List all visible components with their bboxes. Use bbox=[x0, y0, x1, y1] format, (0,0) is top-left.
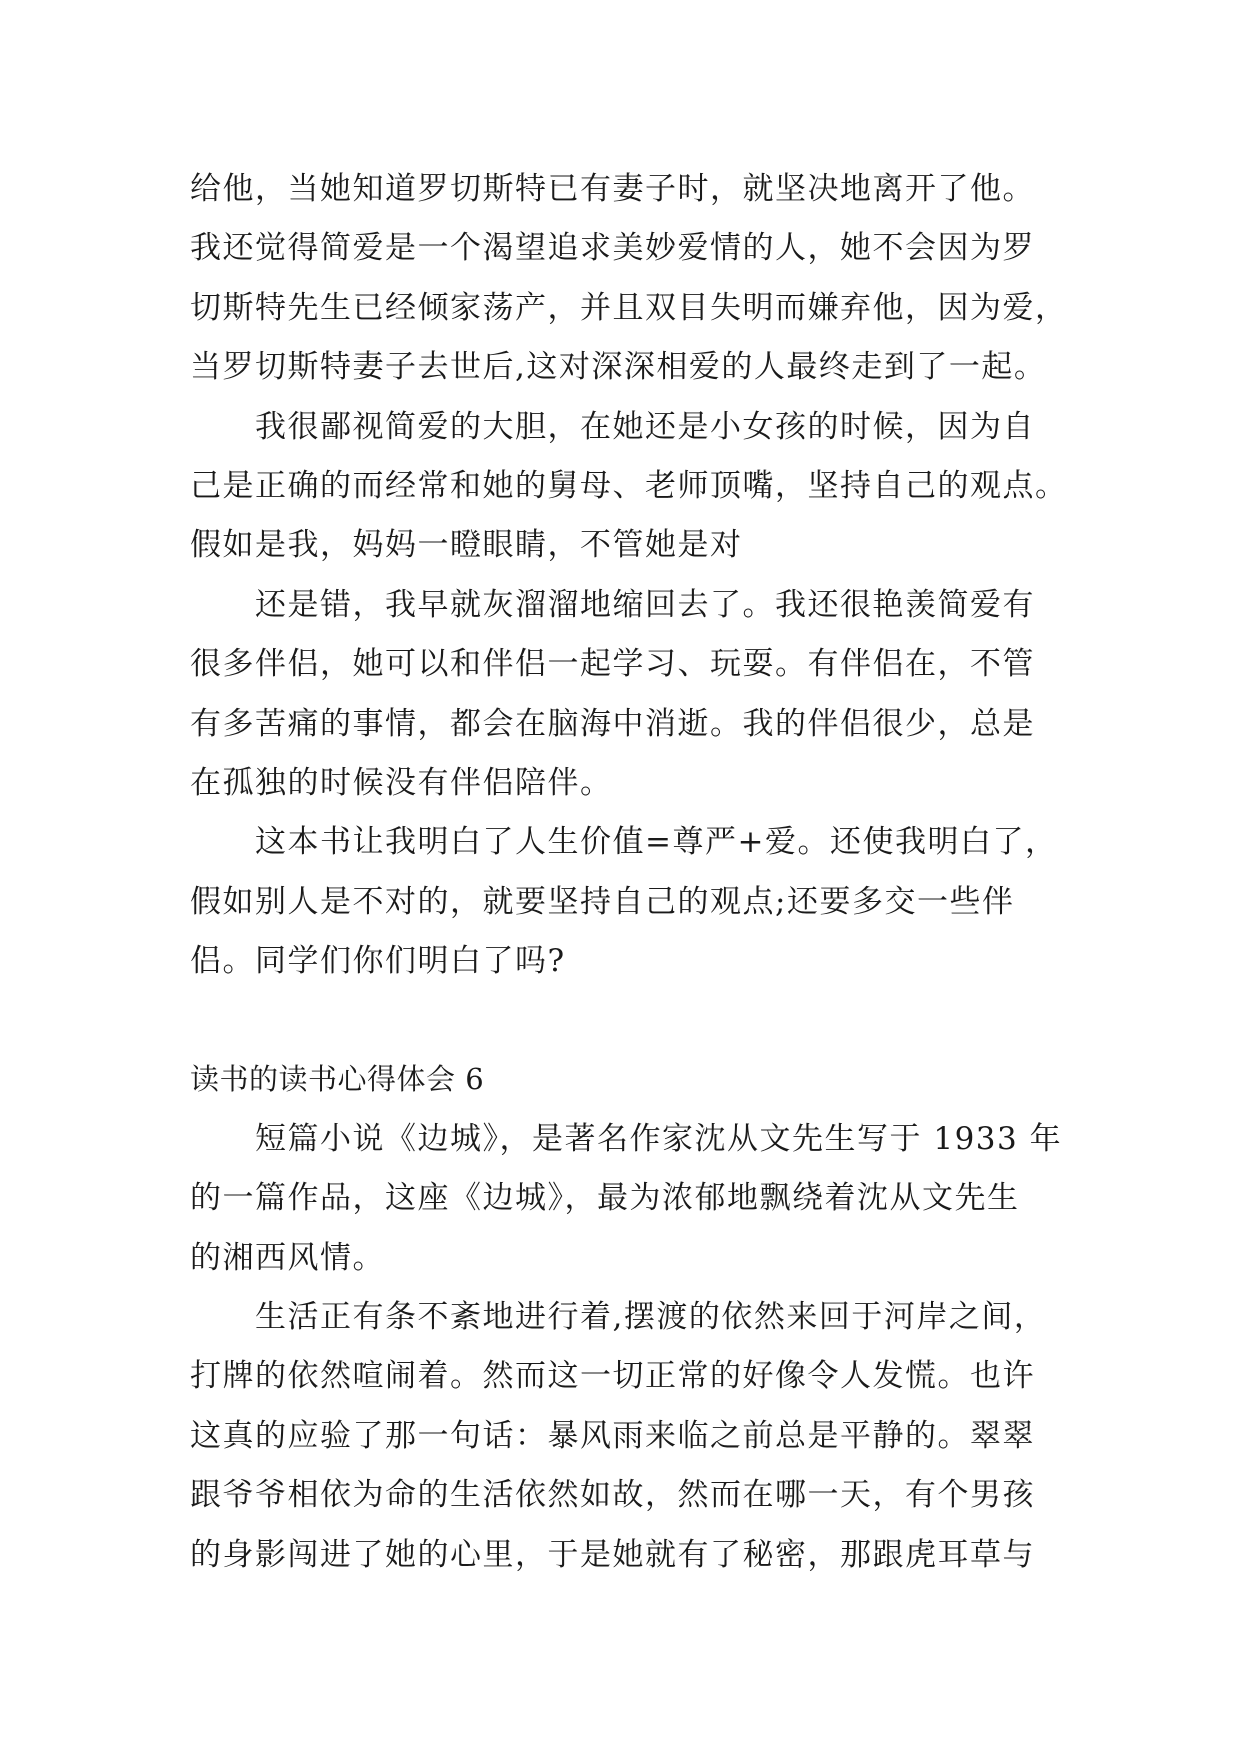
text-line: 我很鄙视简爱的大胆，在她还是小女孩的时候，因为自 bbox=[255, 408, 1035, 445]
text-line: 还是错，我早就灰溜溜地缩回去了。我还很艳羡简爱有 bbox=[255, 586, 1035, 623]
text-line: 的一篇作品，这座《边城》，最为浓郁地飘绕着沈从文先生 bbox=[190, 1180, 1020, 1217]
text-line: 短篇小说《边城》，是著名作家沈从文先生写于 1933 年 bbox=[255, 1120, 1063, 1157]
text-line: 的身影闯进了她的心里，于是她就有了秘密，那跟虎耳草与 bbox=[190, 1536, 1035, 1573]
text-line: 跟爷爷相依为命的生活依然如故，然而在哪一天，有个男孩 bbox=[190, 1477, 1035, 1514]
paragraph-6 bbox=[190, 1288, 1050, 1585]
text-line: 侣。同学们你们明白了吗? bbox=[190, 943, 566, 980]
text-line: 这本书让我明白了人生价值=尊严+爱。还使我明白了， bbox=[255, 824, 1058, 861]
text-line: 己是正确的而经常和她的舅母、老师顶嘴，坚持自己的观点。 bbox=[190, 467, 1068, 504]
text-line: 生活正有条不紊地进行着,摆渡的依然来回于河岸之间， bbox=[255, 1299, 1047, 1336]
text-line: 假如是我，妈妈一瞪眼睛，不管她是对 bbox=[190, 527, 743, 564]
section-title: 读书的读书心得体会 6 bbox=[190, 1062, 485, 1097]
paragraph-3 bbox=[190, 576, 1050, 814]
text-line: 切斯特先生已经倾家荡产，并且双目失明而嫌弃他，因为爱， bbox=[190, 289, 1068, 326]
text-line: 当罗切斯特妻子去世后,这对深深相爱的人最终走到了一起。 bbox=[190, 349, 1047, 386]
document-body bbox=[190, 160, 1068, 1585]
text-line: 给他，当她知道罗切斯特已有妻子时，就坚决地离开了他。 bbox=[190, 171, 1035, 207]
text-line: 有多苦痛的事情，都会在脑海中消逝。我的伴侣很少，总是 bbox=[190, 705, 1035, 742]
text-line: 我还觉得简爱是一个渴望追求美妙爱情的人，她不会因为罗 bbox=[190, 230, 1035, 267]
text-line: 打牌的依然喧闹着。然而这一切正常的好像令人发慌。也许 bbox=[190, 1358, 1035, 1395]
paragraph-4 bbox=[190, 813, 1058, 991]
text-line: 这真的应验了那一句话：暴风雨来临之前总是平静的。翠翠 bbox=[190, 1417, 1035, 1454]
section-spacer bbox=[190, 991, 1050, 1050]
text-line: 假如别人是不对的，就要坚持自己的观点;还要多交一些伴 bbox=[190, 883, 1015, 920]
text-line: 的湘西风情。 bbox=[190, 1239, 385, 1276]
text-line: 很多伴侣，她可以和伴侣一起学习、玩耍。有伴侣在，不管 bbox=[190, 646, 1035, 683]
text-line: 在孤独的时候没有伴侣陪伴。 bbox=[190, 764, 613, 801]
paragraph-5 bbox=[190, 1110, 1063, 1288]
paragraph-1 bbox=[190, 160, 1068, 398]
paragraph-2 bbox=[190, 398, 1068, 576]
